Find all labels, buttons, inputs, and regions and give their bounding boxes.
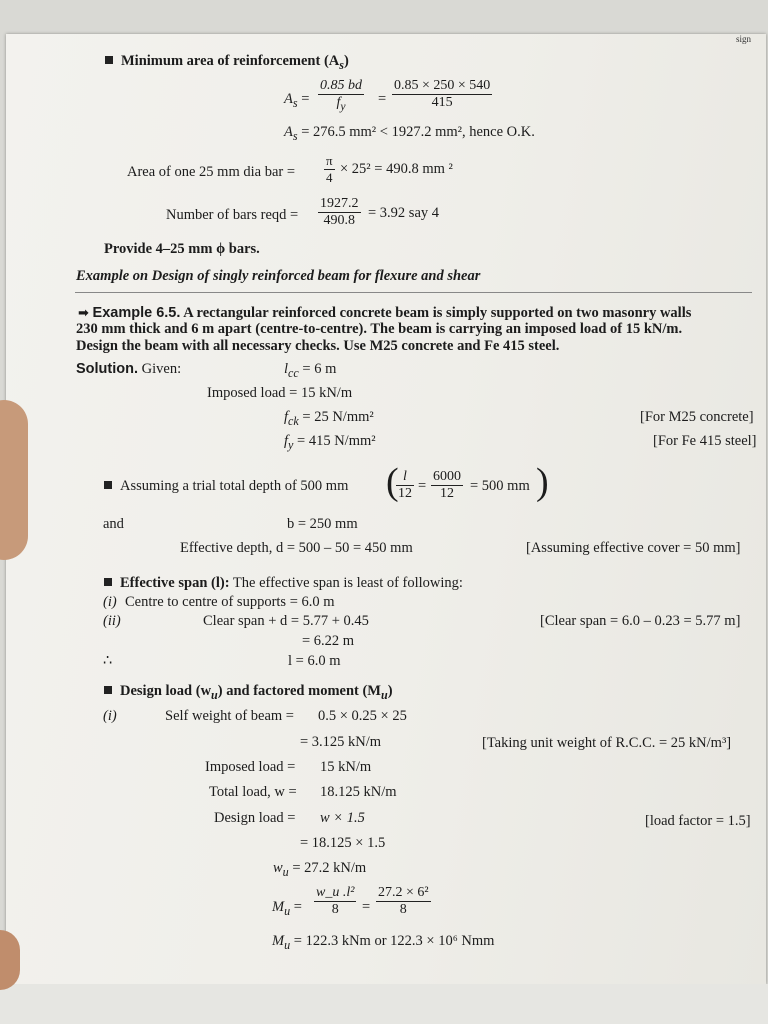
effective-depth: Effective depth, d = 500 – 50 = 450 mm — [180, 540, 413, 556]
as-fraction-2: $\frac{0.85 \times 250 \times 540}{415}$ — [394, 78, 491, 110]
self-weight-label: Self weight of beam = — [165, 708, 294, 724]
example-line-3: Design the beam with all necessary checks. Use M25 concrete and Fe 415 steel. — [76, 338, 560, 354]
imposed-load-value: 15 kN/m — [320, 759, 372, 775]
unit-weight-note: [Taking unit weight of R.C.C. = 25 kN/m³] — [482, 735, 732, 751]
number-bars-result: = 3.92 say 4 — [368, 205, 440, 221]
header-corner-text: sign — [736, 34, 752, 44]
number-bars-fraction: $\frac{1927.2}{490.8}$ — [320, 196, 359, 228]
design-load-value: w × 1.5 — [320, 810, 365, 826]
equals-sign: = — [378, 91, 387, 107]
span-final: l = 6.0 m — [288, 653, 341, 669]
total-load-label: Total load, w = — [209, 784, 297, 800]
trial-depth-line: Assuming a trial total depth of 500 mm — [104, 477, 348, 495]
span-ii-text: Clear span + d = 5.77 + 0.45 — [203, 613, 369, 629]
bar-area-result: × 25² = 490.8 mm ² — [340, 161, 453, 177]
span-ii-result: = 6.22 m — [302, 633, 355, 649]
fy-line: $f_y = 415$ N/mm² — [284, 433, 376, 452]
background-strip — [0, 984, 768, 1024]
self-weight-result: = 3.125 kN/m — [300, 734, 382, 750]
design-load-heading: Design load $(w_u)$ and factored moment $(M_u)$ — [104, 682, 393, 704]
equals-sign: = — [362, 899, 371, 915]
b-value: b = 250 mm — [287, 516, 358, 532]
mu-lhs: $M_u$ = — [272, 899, 302, 918]
close-paren: ) — [536, 461, 549, 503]
span-ii-note: [Clear span = 6.0 – 0.23 = 5.77 m] — [540, 613, 741, 629]
section-divider — [75, 292, 752, 293]
bar-area-label: Area of one 25 mm dia bar = — [127, 164, 296, 180]
imposed-load-given: Imposed load = 15 kN/m — [207, 385, 353, 401]
mu-fraction-2: $\frac{\text{27.2 × 6²}}{8}$ — [378, 885, 429, 917]
span-i-text: Centre to centre of supports = 6.0 m — [125, 594, 335, 610]
self-weight-calc: 0.5 × 0.25 × 25 — [318, 708, 407, 724]
equals-sign: = — [418, 478, 427, 494]
example-line-1: ➡ Example 6.5. A rectangular reinforced concrete beam is simply supported on two masonry walls — [78, 305, 692, 321]
number-bars-label: Number of bars reqd = — [166, 207, 299, 223]
imposed-load-label: Imposed load = — [205, 759, 296, 775]
as-lhs: $A_s$ = — [284, 91, 310, 110]
trial-fraction-1: $\frac{l}{12}$ — [398, 469, 412, 501]
fy-note: [For Fe 415 steel] — [653, 433, 757, 449]
design-load-label: Design load = — [214, 810, 296, 826]
load-i-label: (i) — [103, 708, 117, 724]
pi-over-4-fraction: $\frac{\pi}{4}$ — [326, 153, 333, 185]
load-factor-note: [load factor = 1.5] — [645, 813, 751, 829]
bullet-square-icon — [104, 686, 112, 694]
span-i-label: (i) — [103, 594, 117, 610]
trial-fraction-2: $\frac{6000}{12}$ — [433, 469, 461, 501]
min-area-heading: Minimum area of reinforcement $(A_s)$ — [105, 52, 349, 74]
design-load-result: = 18.125 × 1.5 — [300, 835, 386, 851]
therefore-symbol: ∴ — [103, 653, 113, 669]
lcc-line: $l_{cc} = 6$ m — [284, 361, 337, 380]
wu-line: $w_u = 27.2$ kN/m — [273, 860, 367, 879]
span-ii-label: (ii) — [103, 613, 121, 629]
and-label: and — [103, 516, 124, 532]
fck-line: $f_{ck} = 25$ N/mm² — [284, 409, 374, 428]
open-paren: ( — [386, 461, 399, 503]
effective-depth-note: [Assuming effective cover = 50 mm] — [526, 540, 741, 556]
example-line-2: 230 mm thick and 6 m apart (centre-to-centre). The beam is carrying an imposed load of 15 kN/m. — [76, 321, 683, 337]
solution-label: Solution. Given: — [76, 361, 182, 377]
as-fraction-1: $\frac{0.85 bd}{f_y}$ — [320, 78, 362, 113]
bullet-square-icon — [105, 56, 113, 64]
holding-thumb — [0, 400, 28, 560]
total-load-value: 18.125 kN/m — [320, 784, 397, 800]
effective-span-heading: Effective span (l): The effective span is least of following: — [104, 574, 463, 592]
trial-result: = 500 mm — [470, 478, 530, 494]
mu-fraction-1: $\frac{\text{w\_u .l²}}{8}$ — [316, 885, 355, 917]
section-title: Example on Design of singly reinforced beam for flexure and shear — [76, 268, 481, 284]
as-result-line: $A_s = 276.5$ mm² < 1927.2 mm², hence O.K. — [284, 124, 535, 143]
provide-bars: Provide 4–25 mm ϕ bars. — [104, 241, 260, 257]
fck-note: [For M25 concrete] — [640, 409, 754, 425]
mu-result-line: $M_u = 122.3$ kNm or 122.3 × 10⁶ Nmm — [272, 933, 495, 952]
bullet-square-icon — [104, 481, 112, 489]
bullet-square-icon — [104, 578, 112, 586]
arrow-right-icon: ➡ — [78, 306, 89, 321]
